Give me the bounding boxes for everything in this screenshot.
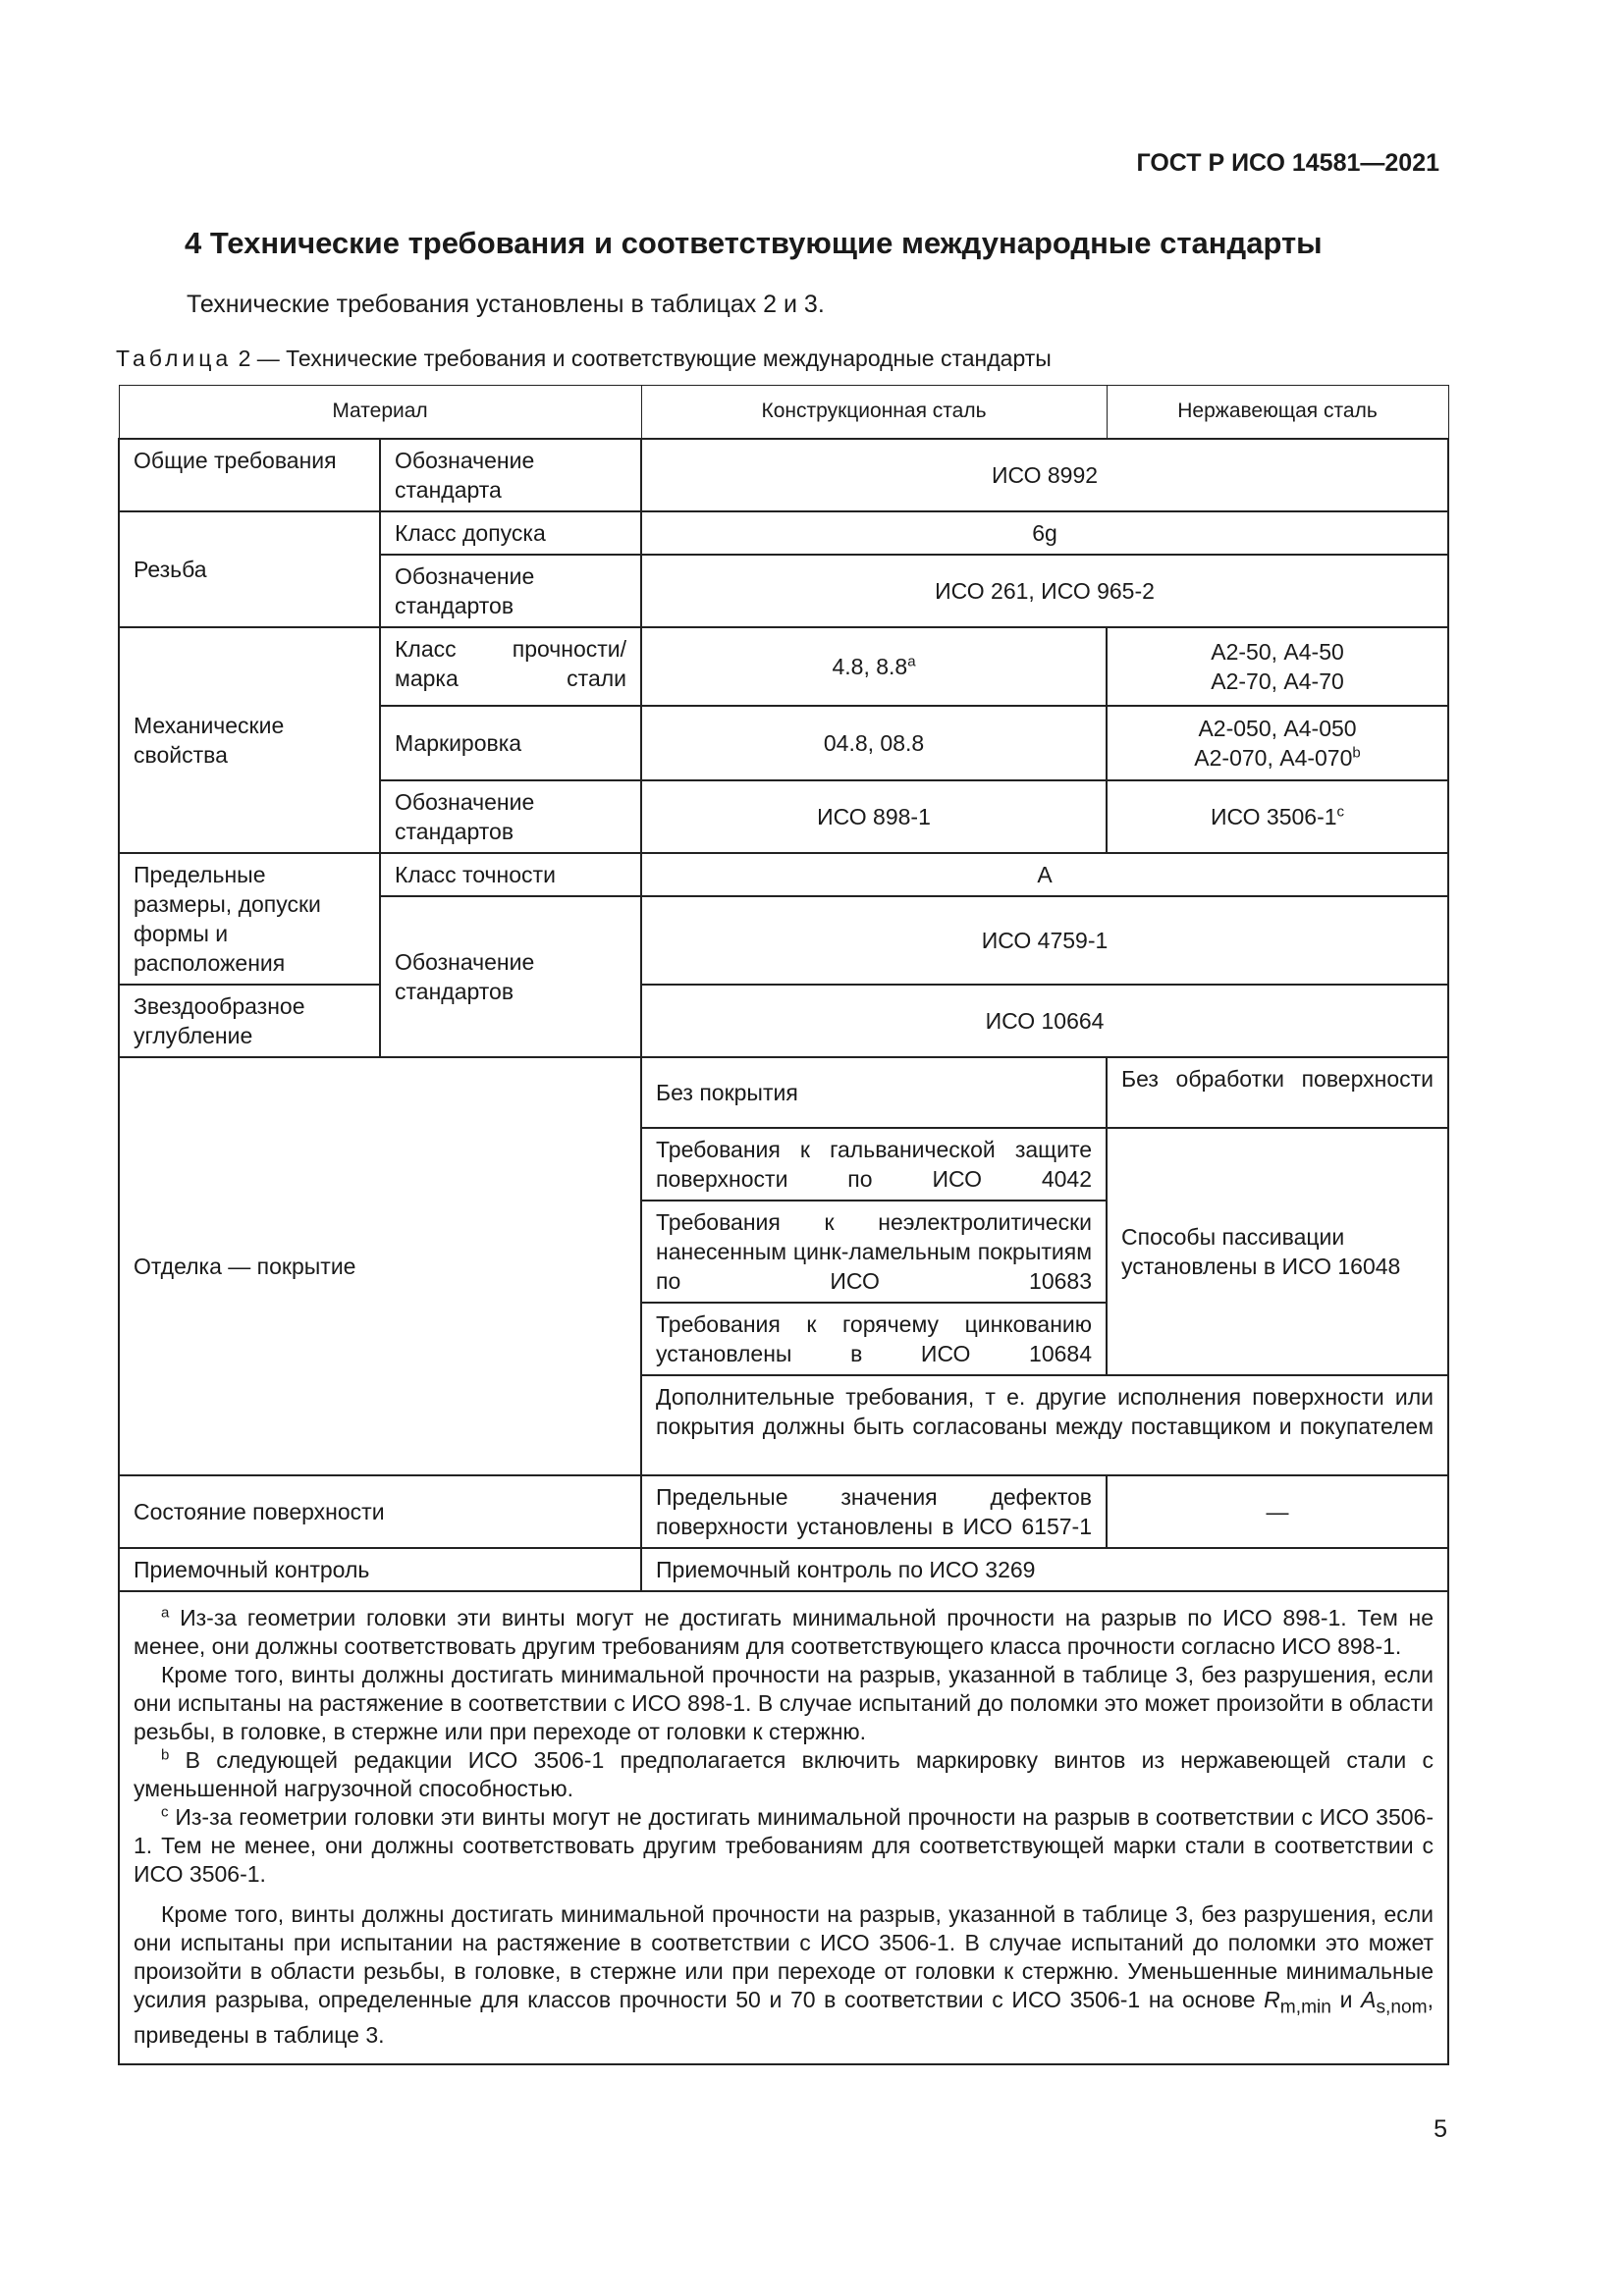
page-number: 5 xyxy=(1434,2115,1447,2143)
value-mech-standard-structural: ИСО 898-1 xyxy=(641,780,1107,853)
value-strength-structural: 4.8, 8.8$^a$ xyxy=(641,627,1107,706)
value-tolerance-class: 6g xyxy=(641,511,1448,555)
footnote-a: $^a$ Из-за геометрии головки эти винты могут не достигать минимальной прочности на разрыв по ИСО 898-1. Тем не менее, они должны соответствовать другим требованиям для соответствующего класса прочности согласно ИСО 898-1. xyxy=(134,1603,1435,1659)
value-zinc-flake-requirements: Требования к неэлектролитически нанесенным цинк-ламельным покрытиям по ИСО 10683 xyxy=(641,1201,1107,1303)
table-footnotes xyxy=(119,1591,1448,2065)
value-galvanic-requirements: Требования к гальванической защите поверхности по ИСО 4042 xyxy=(641,1128,1107,1201)
row-label-acceptance: Приемочный контроль xyxy=(119,1548,641,1591)
table-caption-text: 2 — Технические требования и соответствующие международные стандарты xyxy=(232,346,1052,371)
value-strength-stainless: А2-50, А4-50 А2-70, А4-70 xyxy=(1107,627,1448,706)
value-thread-standards: ИСО 261, ИСО 965-2 xyxy=(641,555,1448,627)
value-limits-standard: ИСО 4759-1 xyxy=(641,896,1448,985)
row-label-limits: Предельные размеры, допуски формы и расположения xyxy=(119,853,380,985)
sub-label-accuracy-class: Класс точности xyxy=(380,853,641,896)
value-passivation-methods: Способы пассивации установлены в ИСО 16048 xyxy=(1107,1128,1448,1375)
footnote-c-continued: Кроме того, винты должны достигать минимальной прочности на разрыв, указанной в таблице 3, без разрушения, если они испытаны при испытании на растяжение в соответствии с ИСО 3506-1. В случае испытаний до поломки это может произойти в области резьбы, в головке, в стержне или при переходе от головки к стержню. Уменьшенные минимальные усилия разрыва, определенные для классов прочности 50 и 70 в соответствии с ИСО 3506-1 на основе $R_{m,min}$ и $A_{s,nom}$, приведены в таблице 3. xyxy=(134,1900,1435,2049)
value-surface-defects: Предельные значения дефектов поверхности установлены в ИСО 6157-1 xyxy=(641,1475,1107,1548)
value-no-coating: Без покрытия xyxy=(641,1057,1107,1128)
table-row xyxy=(119,511,1448,555)
sub-label-marking: Маркировка xyxy=(380,706,641,780)
table-row xyxy=(119,627,1448,706)
document-code: ГОСТ Р ИСО 14581—2021 xyxy=(1136,149,1439,177)
row-label-general: Общие требования xyxy=(119,439,380,511)
row-label-finish: Отделка — покрытие xyxy=(119,1057,641,1475)
value-acceptance: Приемочный контроль по ИСО 3269 xyxy=(641,1548,1448,1591)
footnote-b: $^b$ В следующей редакции ИСО 3506-1 предполагается включить маркировку винтов из нержавеющей стали с уменьшенной нагрузочной способностью. xyxy=(134,1745,1435,1801)
header-material: Материал xyxy=(119,386,641,439)
row-label-star-recess: Звездообразное углубление xyxy=(119,985,380,1057)
value-marking-stainless: А2-050, А4-050 А2-070, А4-070$^b$ xyxy=(1107,706,1448,780)
row-label-mechanical: Механические свойства xyxy=(119,627,380,853)
table-caption-word: Таблица xyxy=(116,346,233,371)
footnote-ref-a: a xyxy=(907,652,916,669)
sub-label-tolerance-class: Класс допуска xyxy=(380,511,641,555)
sub-label-strength-class: Класс прочности/ марка стали xyxy=(380,627,641,706)
table-row xyxy=(119,439,1448,511)
sub-label-limits-standards: Обозначение стандартов xyxy=(380,896,641,1057)
footnote-c: $^c$ Из-за геометрии головки эти винты могут не достигать минимальной прочности на разрыв в соответствии с ИСО 3506-1. Тем не менее, они должны соответствовать другим требованиям для соответствующей марки стали в соответствии с ИСО 3506-1. xyxy=(134,1802,1435,1887)
value-additional-requirements: Дополнительные требования, т е. другие исполнения поверхности или покрытия должны быть согласованы между поставщиком и покупателем xyxy=(641,1375,1448,1475)
intro-text: Технические требования установлены в таблицах 2 и 3. xyxy=(187,291,825,318)
footnotes-row xyxy=(119,1591,1448,2065)
footnote-a-continued: Кроме того, винты должны достигать минимальной прочности на разрыв, указанной в таблице 3, без разрушения, если они испытаны на растяжение в соответствии с ИСО 898-1. В случае испытаний до поломки это может произойти в области резьбы, в головке, в стержне или при переходе от головки к стержню. xyxy=(134,1661,1435,1744)
value-mech-standard-stainless: ИСО 3506-1$^c$ xyxy=(1107,780,1448,853)
footnote-ref-c: c xyxy=(1336,802,1345,820)
row-label-surface: Состояние поверхности xyxy=(119,1475,641,1548)
section-title: 4 Технические требования и соответствующие международные стандарты xyxy=(185,226,1323,260)
requirements-table xyxy=(118,385,1449,2065)
table-header-row xyxy=(119,386,1448,439)
value-accuracy-class: А xyxy=(641,853,1448,896)
header-stainless-steel: Нержавеющая сталь xyxy=(1107,386,1448,439)
table-row xyxy=(119,853,1448,896)
value-no-surface-treatment: Без обработки поверхности xyxy=(1107,1057,1448,1128)
value-surface-stainless: — xyxy=(1107,1475,1448,1548)
sub-label-standard: Обозначение стандарта xyxy=(380,439,641,511)
table-row xyxy=(119,985,1448,1057)
table-caption xyxy=(116,346,1052,372)
value-star-recess-standard: ИСО 10664 xyxy=(641,985,1448,1057)
table-row xyxy=(119,1057,1448,1128)
sub-label-thread-standards: Обозначение стандартов xyxy=(380,555,641,627)
value-general-standard: ИСО 8992 xyxy=(641,439,1448,511)
sub-label-mech-standards: Обозначение стандартов xyxy=(380,780,641,853)
footnote-ref-b: b xyxy=(1352,743,1361,761)
header-structural-steel: Конструкционная сталь xyxy=(641,386,1107,439)
value-marking-structural: 04.8, 08.8 xyxy=(641,706,1107,780)
table-row xyxy=(119,1475,1448,1548)
row-label-thread: Резьба xyxy=(119,511,380,627)
table-row xyxy=(119,1548,1448,1591)
value-hot-dip-requirements: Требования к горячему цинкованию установлены в ИСО 10684 xyxy=(641,1303,1107,1375)
